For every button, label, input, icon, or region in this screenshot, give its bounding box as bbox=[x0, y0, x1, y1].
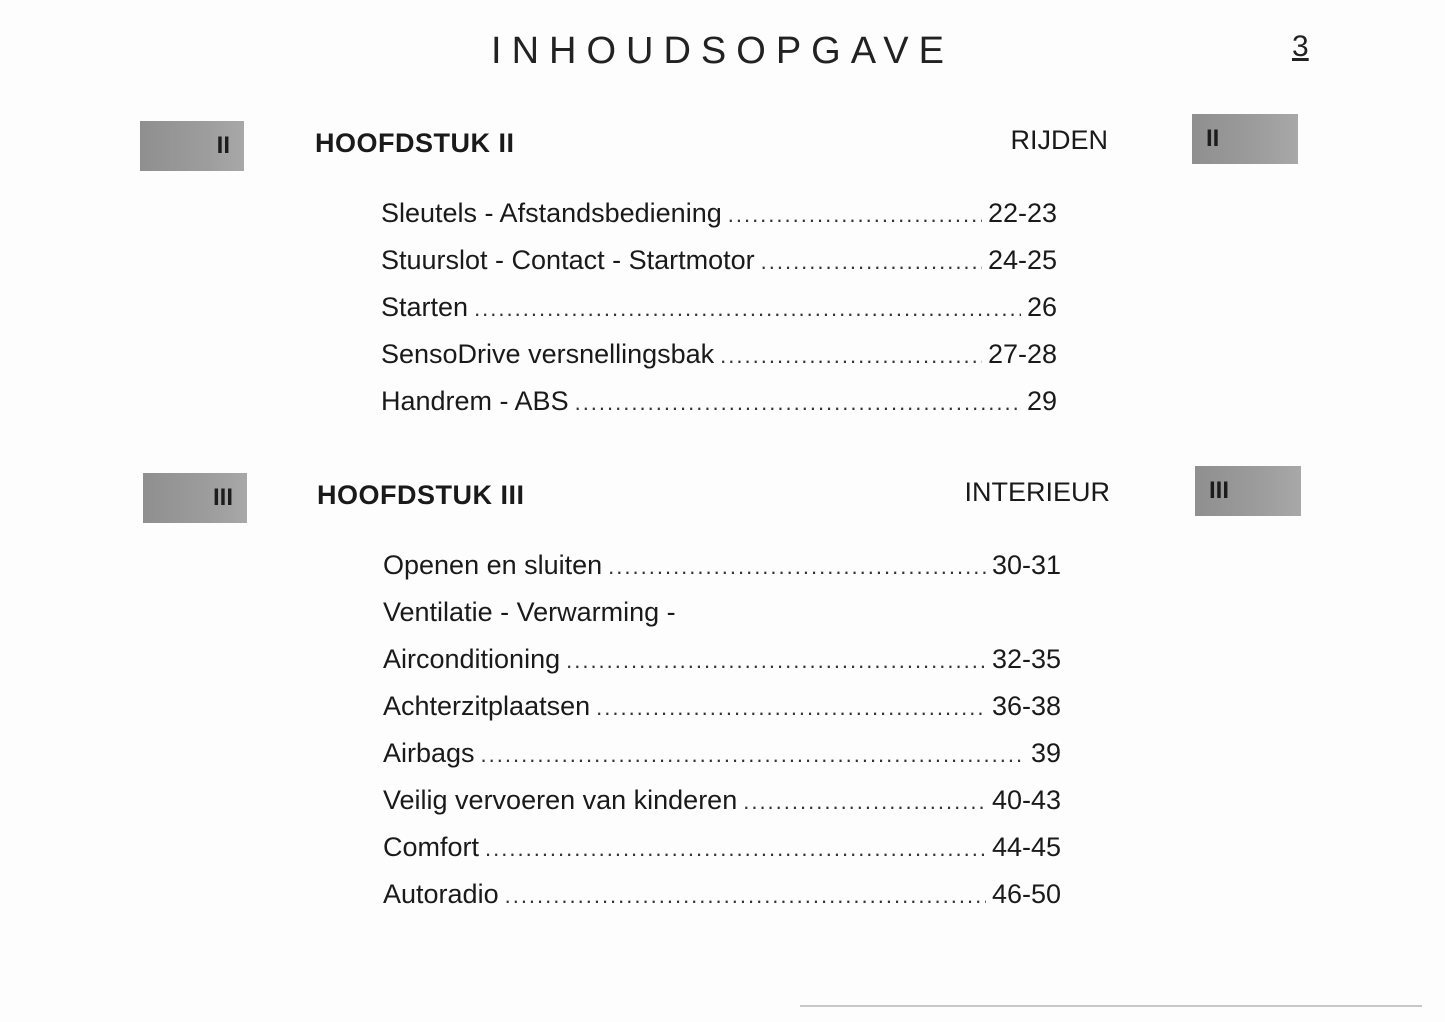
toc-entry-label: Openen en sluiten bbox=[383, 550, 603, 580]
toc-entry-label: Stuurslot - Contact - Startmotor bbox=[381, 245, 755, 275]
toc-entry bbox=[383, 644, 1061, 691]
chapter-subject-iii: INTERIEUR bbox=[964, 477, 1110, 507]
toc-entry-label: SensoDrive versnellingsbak bbox=[381, 339, 715, 369]
chapter-tab-label: III bbox=[1209, 477, 1230, 504]
toc-entry bbox=[383, 738, 1061, 785]
dot-leader bbox=[608, 554, 986, 580]
dot-leader bbox=[720, 343, 982, 369]
toc-entry-pages: 27-28 bbox=[987, 339, 1057, 369]
toc-entry bbox=[383, 691, 1061, 738]
toc-entry bbox=[383, 785, 1061, 832]
dot-leader bbox=[505, 883, 986, 909]
toc-entry bbox=[381, 339, 1057, 386]
toc-entry bbox=[381, 245, 1057, 292]
toc-entry-pages: 24-25 bbox=[987, 245, 1057, 275]
toc-entry-pages: 39 bbox=[1030, 738, 1061, 768]
dot-leader bbox=[485, 836, 986, 862]
toc-entry-label: Airconditioning bbox=[383, 644, 561, 674]
toc-entry-label: Ventilatie - Verwarming - bbox=[383, 597, 676, 627]
toc-entry bbox=[383, 832, 1061, 879]
chapter-tab-label: II bbox=[1206, 125, 1220, 152]
chapter-tab-left-ii bbox=[140, 121, 244, 171]
toc-entry-pages: 30-31 bbox=[991, 550, 1061, 580]
toc-entry-label: Autoradio bbox=[383, 879, 499, 909]
dot-leader bbox=[481, 742, 1025, 768]
chapter-tab-right-iii bbox=[1195, 466, 1301, 516]
toc-entry-label: Veilig vervoeren van kinderen bbox=[383, 785, 738, 815]
toc-entry bbox=[383, 550, 1061, 597]
toc-entry-pages: 46-50 bbox=[991, 879, 1061, 909]
chapter-heading-iii: HOOFDSTUK III bbox=[317, 480, 525, 510]
toc-entry bbox=[381, 386, 1057, 433]
toc-entry-pages: 40-43 bbox=[991, 785, 1061, 815]
page-number: 3 bbox=[1292, 30, 1309, 63]
toc-entry bbox=[381, 198, 1057, 245]
toc-entry bbox=[381, 292, 1057, 339]
dot-leader bbox=[575, 390, 1021, 416]
toc-entry-pages: 32-35 bbox=[991, 644, 1061, 674]
chapter-tab-label: III bbox=[212, 484, 233, 511]
dot-leader bbox=[566, 648, 986, 674]
dot-leader bbox=[761, 249, 982, 275]
toc-entry-pages: 36-38 bbox=[991, 691, 1061, 721]
chapter-heading-ii: HOOFDSTUK II bbox=[315, 128, 515, 158]
toc-entry bbox=[383, 879, 1061, 926]
chapter-subject-ii: RIJDEN bbox=[1010, 125, 1108, 155]
page-bottom-rule bbox=[800, 1005, 1422, 1007]
toc-entry-pages: 22-23 bbox=[987, 198, 1057, 228]
toc-entry-label: Sleutels - Afstandsbediening bbox=[381, 198, 722, 228]
chapter-tab-left-iii bbox=[143, 473, 247, 523]
dot-leader bbox=[743, 789, 986, 815]
toc-list-chapter-ii bbox=[381, 198, 1057, 433]
toc-entry-pages: 44-45 bbox=[991, 832, 1061, 862]
toc-entry-label: Comfort bbox=[383, 832, 480, 862]
dot-leader bbox=[596, 695, 986, 721]
page-title: INHOUDSOPGAVE bbox=[491, 30, 954, 72]
toc-entry-label: Achterzitplaatsen bbox=[383, 691, 591, 721]
toc-list-chapter-iii bbox=[383, 550, 1061, 926]
toc-entry bbox=[383, 597, 1061, 644]
toc-entry-label: Airbags bbox=[383, 738, 475, 768]
toc-entry-pages: 29 bbox=[1026, 386, 1057, 416]
chapter-tab-label: II bbox=[216, 132, 230, 159]
toc-entry-label: Handrem - ABS bbox=[381, 386, 569, 416]
dot-leader bbox=[474, 296, 1021, 322]
dot-leader bbox=[728, 202, 982, 228]
toc-entry-pages: 26 bbox=[1026, 292, 1057, 322]
chapter-tab-right-ii bbox=[1192, 114, 1298, 164]
toc-entry-label: Starten bbox=[381, 292, 469, 322]
